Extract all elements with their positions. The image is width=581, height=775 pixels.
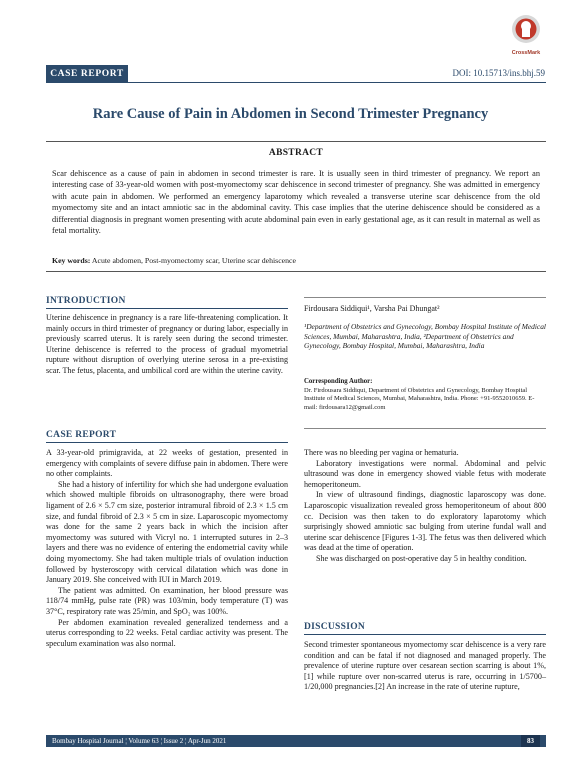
keywords (52, 256, 296, 265)
keywords-text: Acute abdomen, Post-myomectomy scar, Uterine scar dehiscence (91, 256, 296, 265)
case-paragraph-2: She had a history of infertility for which she had undergone evaluation which showed multiple fibroids on ultrasonography, there were broad ligament of 2.6 × 5.7 cm size, posterior intramural fibroid of 2.3 × 1.5 cm size, and fundal fibroid of 2.3 × 5 cm in size. Laparoscopic myomectomy was done for the same 2 years back in which the incision after myomectomy was sutured with Vicryl no. 1 interrupted sutures in 2–3 layers and there was no evidence of entering the endometrial cavity while doing myomectomy. She had taken multiple trials of ovulation induction followed by hysteroscopy with cervical dilatation which was done in January 2019. She conceived with IUI in March 2019. (46, 479, 288, 585)
case-paragraph-3: The patient was admitted. On examination, her blood pressure was 118/74 mmHg, pulse rate (PR) was 103/min, body temperature (T) was 37°C, respiratory rate was 25/min, and SpO₂ was 100%. (46, 585, 288, 616)
authors-rule (304, 297, 546, 298)
section-tag: CASE REPORT (46, 65, 128, 83)
case-report-right (304, 448, 546, 565)
case-paragraph-5: There was no bleeding per vagina or hematuria. (304, 448, 459, 457)
author-affiliations (304, 322, 546, 351)
keywords-label: Key words: (52, 256, 91, 265)
case-paragraph-1: A 33-year-old primigravida, at 22 weeks of gestation, presented in emergency with complaints of severe diffuse pain in abdomen. There were no other complaints. (46, 448, 288, 479)
crossmark-icon (511, 14, 541, 44)
abstract-text: Scar dehiscence as a cause of pain in abdomen in second trimester is rare. It is usually seen in third trimester of pregnancy. We report an interesting case of 33-year-old women with post-myomectomy scar dehiscence in second trimester of pregnancy. She was admitted in emergency with acute pain in abdomen. We performed an emergency laparotomy which revealed a transverse uterine scar dehiscence from the old myomectomy site and an intact amniotic sac in the abdominal cavity. This case implies that the uterine dehiscence should be considered as a differential diagnosis in pregnant women presenting with acute abdominal pain even in early gestational age, as it can result in maternal as well as fetal mortality. (52, 169, 540, 236)
case-paragraph-8: She was discharged on post-operative day 5 in healthy condition. (316, 553, 527, 563)
footer-date: Apr-Jun 2021 (187, 737, 227, 745)
introduction-rule (46, 308, 288, 309)
corresponding-author (304, 378, 546, 412)
abstract-heading: ABSTRACT (268, 148, 324, 158)
corr-rule (304, 428, 546, 429)
footer-volume: Volume 63 (128, 737, 159, 745)
affiliations-text: ¹Department of Obstetrics and Gynecology, Bombay Hospital Institute of Medical Sciences, Mumbai, Maharashtra, India, ²Department of Obstetrics and Gynecology, Bombay Hospital, Mumbai, Maharashtra, India (304, 322, 546, 351)
discussion-rule (304, 634, 546, 635)
case-report-left (46, 448, 288, 649)
case-report-rule (46, 442, 288, 443)
corresponding-label: Corresponding Author: (304, 378, 373, 385)
case-paragraph-4: Per abdomen examination revealed generalized tenderness and a uterus corresponding to 22 weeks. Fetal cardiac activity was present. The speculum examination was also normal. (46, 617, 288, 648)
corresponding-text: Dr. Firdousara Siddiqui, Department of Obstetrics and Gynecology, Bombay Hospital Institute of Medical Sciences, Mumbai, Maharashtra, India. Phone: +91-9552010659. E-mail: firdousara12@gmail.com (304, 386, 535, 411)
footer-citation: Bombay Hospital Journal ¦ Volume 63 ¦ Issue 2 ¦ Apr-Jun 2021 (52, 737, 227, 745)
article-title: Rare Cause of Pain in Abdomen in Second Trimester Pregnancy (92, 106, 489, 122)
case-paragraph-7: In view of ultrasound findings, diagnostic laparoscopy was done. Laparoscopic visualization revealed gross hemoperitoneum of about 800 cc. Decision was then taken to do exploratory laparotomy which surprisingly showed amniotic sac bulging from uterine fundal wall and uterine scar dehiscence [Figures 1-3]. The fetus was then delivered which was dead at the time of operation. (304, 490, 546, 553)
footer-journal: Bombay Hospital Journal (52, 737, 124, 745)
crossmark-label: CrossMark (511, 50, 541, 56)
page-footer (46, 735, 546, 747)
discussion-text: Second trimester spontaneous myomectomy scar dehiscence is a very rare condition and can be fatal if not diagnosed and managed properly. The prevalence of uterine rupture over cesarean section scarring is about 1%,[1] while rupture over non-scarred uterus is rare, occurring in 1/5700–1/20,000 pregnancies.[2] An increase in the rate of uterine rupture, (304, 640, 546, 692)
discussion-heading: DISCUSSION (304, 622, 366, 632)
page-number: 83 (521, 735, 540, 747)
footer-issue: Issue 2 (163, 737, 184, 745)
case-report-heading: CASE REPORT (46, 430, 117, 440)
introduction-text: Uterine dehiscence in pregnancy is a rare life-threatening complication. It mainly occurs in third trimester of pregnancy or during labor, especially in previously scarred uterus. It is rarely seen during the second trimester. Uterine dehiscence is referred to the process of gradual myometrial rupture without disruption of overlying uterine serosa in a pre-existing scar. The fetus, placenta, and umbilical cord are within the uterine cavity. (46, 313, 288, 375)
author-names: Firdousara Siddiqui¹, Varsha Pai Dhungat² (304, 304, 440, 313)
crossmark-badge[interactable] (506, 14, 546, 56)
doi-link[interactable]: DOI: 10.15713/ins.bhj.59 (452, 68, 545, 78)
introduction-heading: INTRODUCTION (46, 296, 126, 306)
case-paragraph-6: Laboratory investigations were normal. Abdominal and pelvic ultrasound was done in emergency showed viable fetus with moderate hemoperitoneum. (304, 458, 546, 489)
header-rule (128, 82, 546, 83)
